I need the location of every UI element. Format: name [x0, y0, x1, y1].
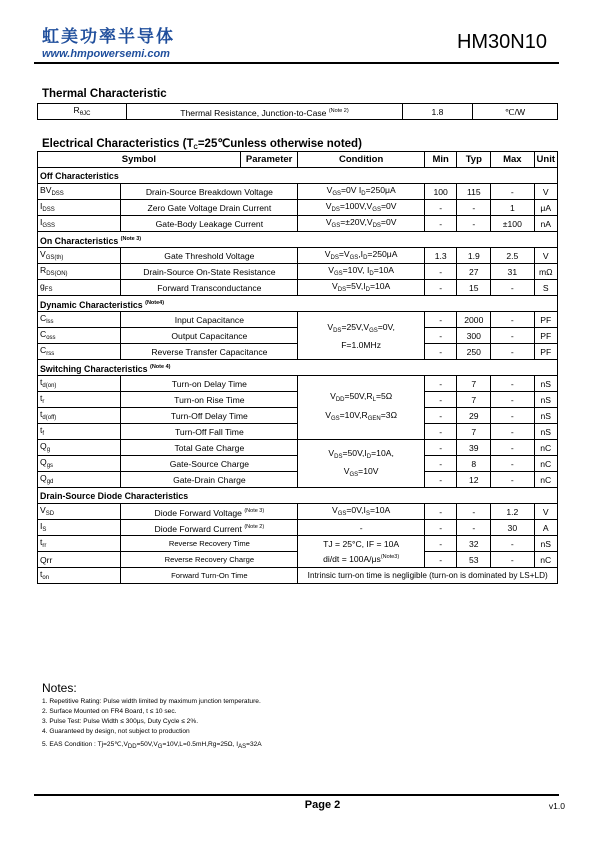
note-item: 5. EAS Condition : $Tj=25℃,V_{DD}=50V,V_G=10V,L=0.5mH,Rg=25\Omega$, $I_{AS}=32A$	[42, 741, 262, 750]
symbol-cell: $Q_{gs}$	[38, 456, 121, 472]
typ-value: 2000	[457, 312, 491, 328]
typ-value: 15	[457, 280, 491, 296]
max-value: -	[491, 424, 534, 440]
table-row	[38, 488, 558, 504]
header-typ: Typ	[457, 152, 491, 168]
symbol-cell: $t_r$	[38, 392, 121, 408]
table-row	[38, 168, 558, 184]
max-value: -	[491, 184, 534, 200]
min-value: 100	[424, 184, 457, 200]
max-value: -	[491, 312, 534, 328]
min-value: -	[424, 264, 457, 280]
min-value: -	[424, 472, 457, 488]
symbol-cell: $C_{rss}$	[38, 344, 121, 360]
parameter-cell: Reverse Transfer Capacitance	[121, 344, 298, 360]
max-value: -	[491, 408, 534, 424]
max-value: -	[491, 392, 534, 408]
typ-value: 300	[457, 328, 491, 344]
condition-cell: $V_{GS}=\pm 20V,V_{DS}=0V$	[298, 216, 424, 232]
symbol-cell: $t_{rr}$	[38, 536, 121, 552]
min-value: -	[424, 520, 457, 536]
symbol-cell: $Q_g$	[38, 440, 121, 456]
condition-cell: $V_{DD}=50V,R_L=5\Omega$ $V_{GS}=10V,R_{GEN}=3\Omega$	[298, 376, 424, 440]
unit-value: mΩ	[534, 264, 557, 280]
min-value: -	[424, 536, 457, 552]
min-value: -	[424, 344, 457, 360]
table-row	[38, 440, 558, 456]
typ-value: -	[457, 216, 491, 232]
typ-value: 53	[457, 552, 491, 568]
unit-value: nC	[534, 552, 557, 568]
parameter-cell: Gate Threshold Voltage	[121, 248, 298, 264]
symbol-cell: $BV_{DSS}$	[38, 184, 121, 200]
min-value: -	[424, 312, 457, 328]
symbol-cell: $t_f$	[38, 424, 121, 440]
typ-value: 7	[457, 376, 491, 392]
unit-value: nA	[534, 216, 557, 232]
max-value: -	[491, 552, 534, 568]
unit-value: V	[534, 248, 557, 264]
max-value: 30	[491, 520, 534, 536]
parameter-cell: Forward Transconductance	[121, 280, 298, 296]
condition-cell: $V_{DS}=5V,I_D=10A$	[298, 280, 424, 296]
table-row	[38, 216, 558, 232]
min-value: -	[424, 200, 457, 216]
unit-value: PF	[534, 328, 557, 344]
table-row	[38, 264, 558, 280]
parameter-cell: Drain-Source On-State Resistance	[121, 264, 298, 280]
notes	[42, 681, 262, 752]
table-row	[38, 552, 558, 568]
header-min: Min	[424, 152, 457, 168]
unit-value: PF	[534, 312, 557, 328]
max-value: -	[491, 440, 534, 456]
min-value: -	[424, 376, 457, 392]
parameter-cell: Turn-on Rise Time	[121, 392, 298, 408]
parameter-cell: Gate-Body Leakage Current	[121, 216, 298, 232]
table-row	[38, 312, 558, 328]
section-header: Drain-Source Diode Characteristics	[38, 488, 558, 504]
max-value: 31	[491, 264, 534, 280]
symbol-cell: $I_S$	[38, 520, 121, 536]
typ-value: 115	[457, 184, 491, 200]
footer-divider	[34, 794, 559, 796]
table-row	[38, 248, 558, 264]
electrical-table	[37, 151, 558, 584]
header-max: Max	[491, 152, 534, 168]
thermal-value: 1.8	[403, 104, 473, 120]
typ-value: -	[457, 200, 491, 216]
typ-value: 250	[457, 344, 491, 360]
typ-value: 27	[457, 264, 491, 280]
company-name-cn: 虹美功率半导体	[42, 27, 175, 47]
page-number: Page 2	[304, 799, 341, 811]
max-value: ±100	[491, 216, 534, 232]
typ-value: 1.9	[457, 248, 491, 264]
parameter-cell: Output Capacitance	[121, 328, 298, 344]
max-value: -	[491, 280, 534, 296]
table-row	[38, 296, 558, 312]
note-item: 3. Pulse Test: Pulse Width ≤ 300μs, Duty Cycle ≤ 2%.	[42, 718, 199, 725]
parameter-cell: Turn-Off Delay Time	[121, 408, 298, 424]
header-condition: Condition	[298, 152, 424, 168]
condition-cell: $V_{GS}=0V,I_S=10A$	[298, 504, 424, 520]
parameter-cell: Gate-Source Charge	[121, 456, 298, 472]
thermal-description: Thermal Resistance, Junction-to-Case $^{(Note 2)}$	[127, 104, 403, 120]
table-row	[38, 408, 558, 424]
table-row	[38, 184, 558, 200]
unit-value: μA	[534, 200, 557, 216]
table-row	[38, 200, 558, 216]
parameter-cell: Reverse Recovery Time	[121, 536, 298, 552]
thermal-table	[37, 103, 558, 120]
symbol-cell: $C_{oss}$	[38, 328, 121, 344]
condition-cell: TJ = 25°C, IF = 10A $di/dt = 100A/\mu s^{(Note3)}$	[298, 536, 424, 568]
table-row	[38, 344, 558, 360]
symbol-cell: Qrr	[38, 552, 121, 568]
table-row	[38, 376, 558, 392]
unit-value: nS	[534, 408, 557, 424]
unit-value: nS	[534, 424, 557, 440]
table-row	[38, 392, 558, 408]
unit-value: nC	[534, 440, 557, 456]
typ-value: 7	[457, 392, 491, 408]
min-value: -	[424, 424, 457, 440]
part-number: HM30N10	[456, 31, 547, 53]
typ-value: 12	[457, 472, 491, 488]
max-value: 1	[491, 200, 534, 216]
min-value: 1.3	[424, 248, 457, 264]
note-item: 2. Surface Mounted on FR4 Board, t ≤ 10 sec.	[42, 708, 177, 715]
table-row	[38, 568, 558, 584]
table-row	[38, 152, 558, 168]
thermal-symbol: $R_{\theta JC}$	[38, 104, 127, 120]
unit-value: A	[534, 520, 557, 536]
unit-value: V	[534, 504, 557, 520]
table-row	[38, 360, 558, 376]
symbol-cell: $t_{d(off)}$	[38, 408, 121, 424]
table-row	[38, 104, 558, 120]
typ-value: -	[457, 520, 491, 536]
version: v1.0	[548, 801, 565, 811]
section-header: On Characteristics $^{(Note 3)}$	[38, 232, 558, 248]
unit-value: nC	[534, 456, 557, 472]
table-row	[38, 280, 558, 296]
typ-value: 32	[457, 536, 491, 552]
table-row	[38, 520, 558, 536]
min-value: -	[424, 504, 457, 520]
unit-value: nS	[534, 376, 557, 392]
min-value: -	[424, 328, 457, 344]
thermal-title: Thermal Characteristic	[42, 88, 167, 100]
section-header: Off Characteristics	[38, 168, 558, 184]
min-value: -	[424, 440, 457, 456]
electrical-title: Electrical Characteristics ($T_C=25℃unless$ otherwise noted)	[42, 138, 362, 151]
symbol-cell: $g_{FS}$	[38, 280, 121, 296]
typ-value: 7	[457, 424, 491, 440]
min-value: -	[424, 408, 457, 424]
unit-value: S	[534, 280, 557, 296]
parameter-cell: Total Gate Charge	[121, 440, 298, 456]
condition-cell: -	[298, 520, 424, 536]
max-value: -	[491, 472, 534, 488]
max-value: 1.2	[491, 504, 534, 520]
parameter-cell: Zero Gate Voltage Drain Current	[121, 200, 298, 216]
min-value: -	[424, 456, 457, 472]
parameter-cell: Diode Forward Voltage $^{(Note 3)}$	[121, 504, 298, 520]
thermal-unit: ℃/W	[473, 104, 558, 120]
section-header: Switching Characteristics $^{(Note 4)}$	[38, 360, 558, 376]
min-value: -	[424, 392, 457, 408]
parameter-cell: Reverse Recovery Charge	[121, 552, 298, 568]
condition-cell: $V_{DS}=25V,V_{GS}=0V$, F=1.0MHz	[298, 312, 424, 360]
condition-cell: Intrinsic turn-on time is negligible (turn-on is dominated by LS+LD)	[298, 568, 558, 584]
max-value: -	[491, 344, 534, 360]
condition-cell: $V_{DS}=50V,I_D=10A$, $V_{GS}=10V$	[298, 440, 424, 488]
parameter-cell: Turn-on Delay Time	[121, 376, 298, 392]
parameter-cell: Diode Forward Current $^{(Note 2)}$	[121, 520, 298, 536]
condition-cell: $V_{DS}=V_{GS},I_D=250\mu A$	[298, 248, 424, 264]
section-header: Dynamic Characteristics $^{(Note4)}$	[38, 296, 558, 312]
symbol-cell: $I_{DSS}$	[38, 200, 121, 216]
max-value: -	[491, 456, 534, 472]
table-row	[38, 456, 558, 472]
unit-value: nS	[534, 392, 557, 408]
symbol-cell: $V_{GS(th)}$	[38, 248, 121, 264]
table-row	[38, 232, 558, 248]
unit-value: PF	[534, 344, 557, 360]
unit-value: V	[534, 184, 557, 200]
company-website: www.hmpowersemi.com	[42, 48, 170, 60]
table-row	[38, 504, 558, 520]
table-row	[38, 536, 558, 552]
min-value: -	[424, 280, 457, 296]
typ-value: -	[457, 504, 491, 520]
unit-value: nC	[534, 472, 557, 488]
min-value: -	[424, 552, 457, 568]
table-row	[38, 328, 558, 344]
parameter-cell: Drain-Source Breakdown Voltage	[121, 184, 298, 200]
symbol-cell: $t_{on}$	[38, 568, 121, 584]
note-item: 1. Repetitive Rating: Pulse width limited by maximum junction temperature.	[42, 698, 261, 705]
typ-value: 29	[457, 408, 491, 424]
header-parameter: Parameter	[240, 152, 298, 168]
header-symbol: Symbol	[38, 152, 241, 168]
header-unit: Unit	[534, 152, 557, 168]
typ-value: 39	[457, 440, 491, 456]
typ-value: 8	[457, 456, 491, 472]
table-row	[38, 472, 558, 488]
condition-cell: $V_{GS}=10V$, $I_D=10A$	[298, 264, 424, 280]
parameter-cell: Input Capacitance	[121, 312, 298, 328]
symbol-cell: $t_{d(on)}$	[38, 376, 121, 392]
max-value: -	[491, 376, 534, 392]
company-logo	[42, 22, 175, 60]
symbol-cell: $I_{GSS}$	[38, 216, 121, 232]
note-item: 4. Guaranteed by design, not subject to production	[42, 728, 190, 735]
max-value: 2.5	[491, 248, 534, 264]
symbol-cell: $R_{DS(ON)}$	[38, 264, 121, 280]
symbol-cell: $Q_{gd}$	[38, 472, 121, 488]
symbol-cell: $C_{lss}$	[38, 312, 121, 328]
parameter-cell: Forward Turn-On Time	[121, 568, 298, 584]
notes-title: Notes:	[42, 681, 77, 695]
header-divider	[34, 62, 559, 64]
min-value: -	[424, 216, 457, 232]
condition-cell: $V_{GS}=0V$ $I_D=250\mu A$	[298, 184, 424, 200]
table-row	[38, 424, 558, 440]
condition-cell: $V_{DS}=100V,V_{GS}=0V$	[298, 200, 424, 216]
max-value: -	[491, 328, 534, 344]
parameter-cell: Turn-Off Fall Time	[121, 424, 298, 440]
max-value: -	[491, 536, 534, 552]
symbol-cell: $V_{SD}$	[38, 504, 121, 520]
unit-value: nS	[534, 536, 557, 552]
parameter-cell: Gate-Drain Charge	[121, 472, 298, 488]
